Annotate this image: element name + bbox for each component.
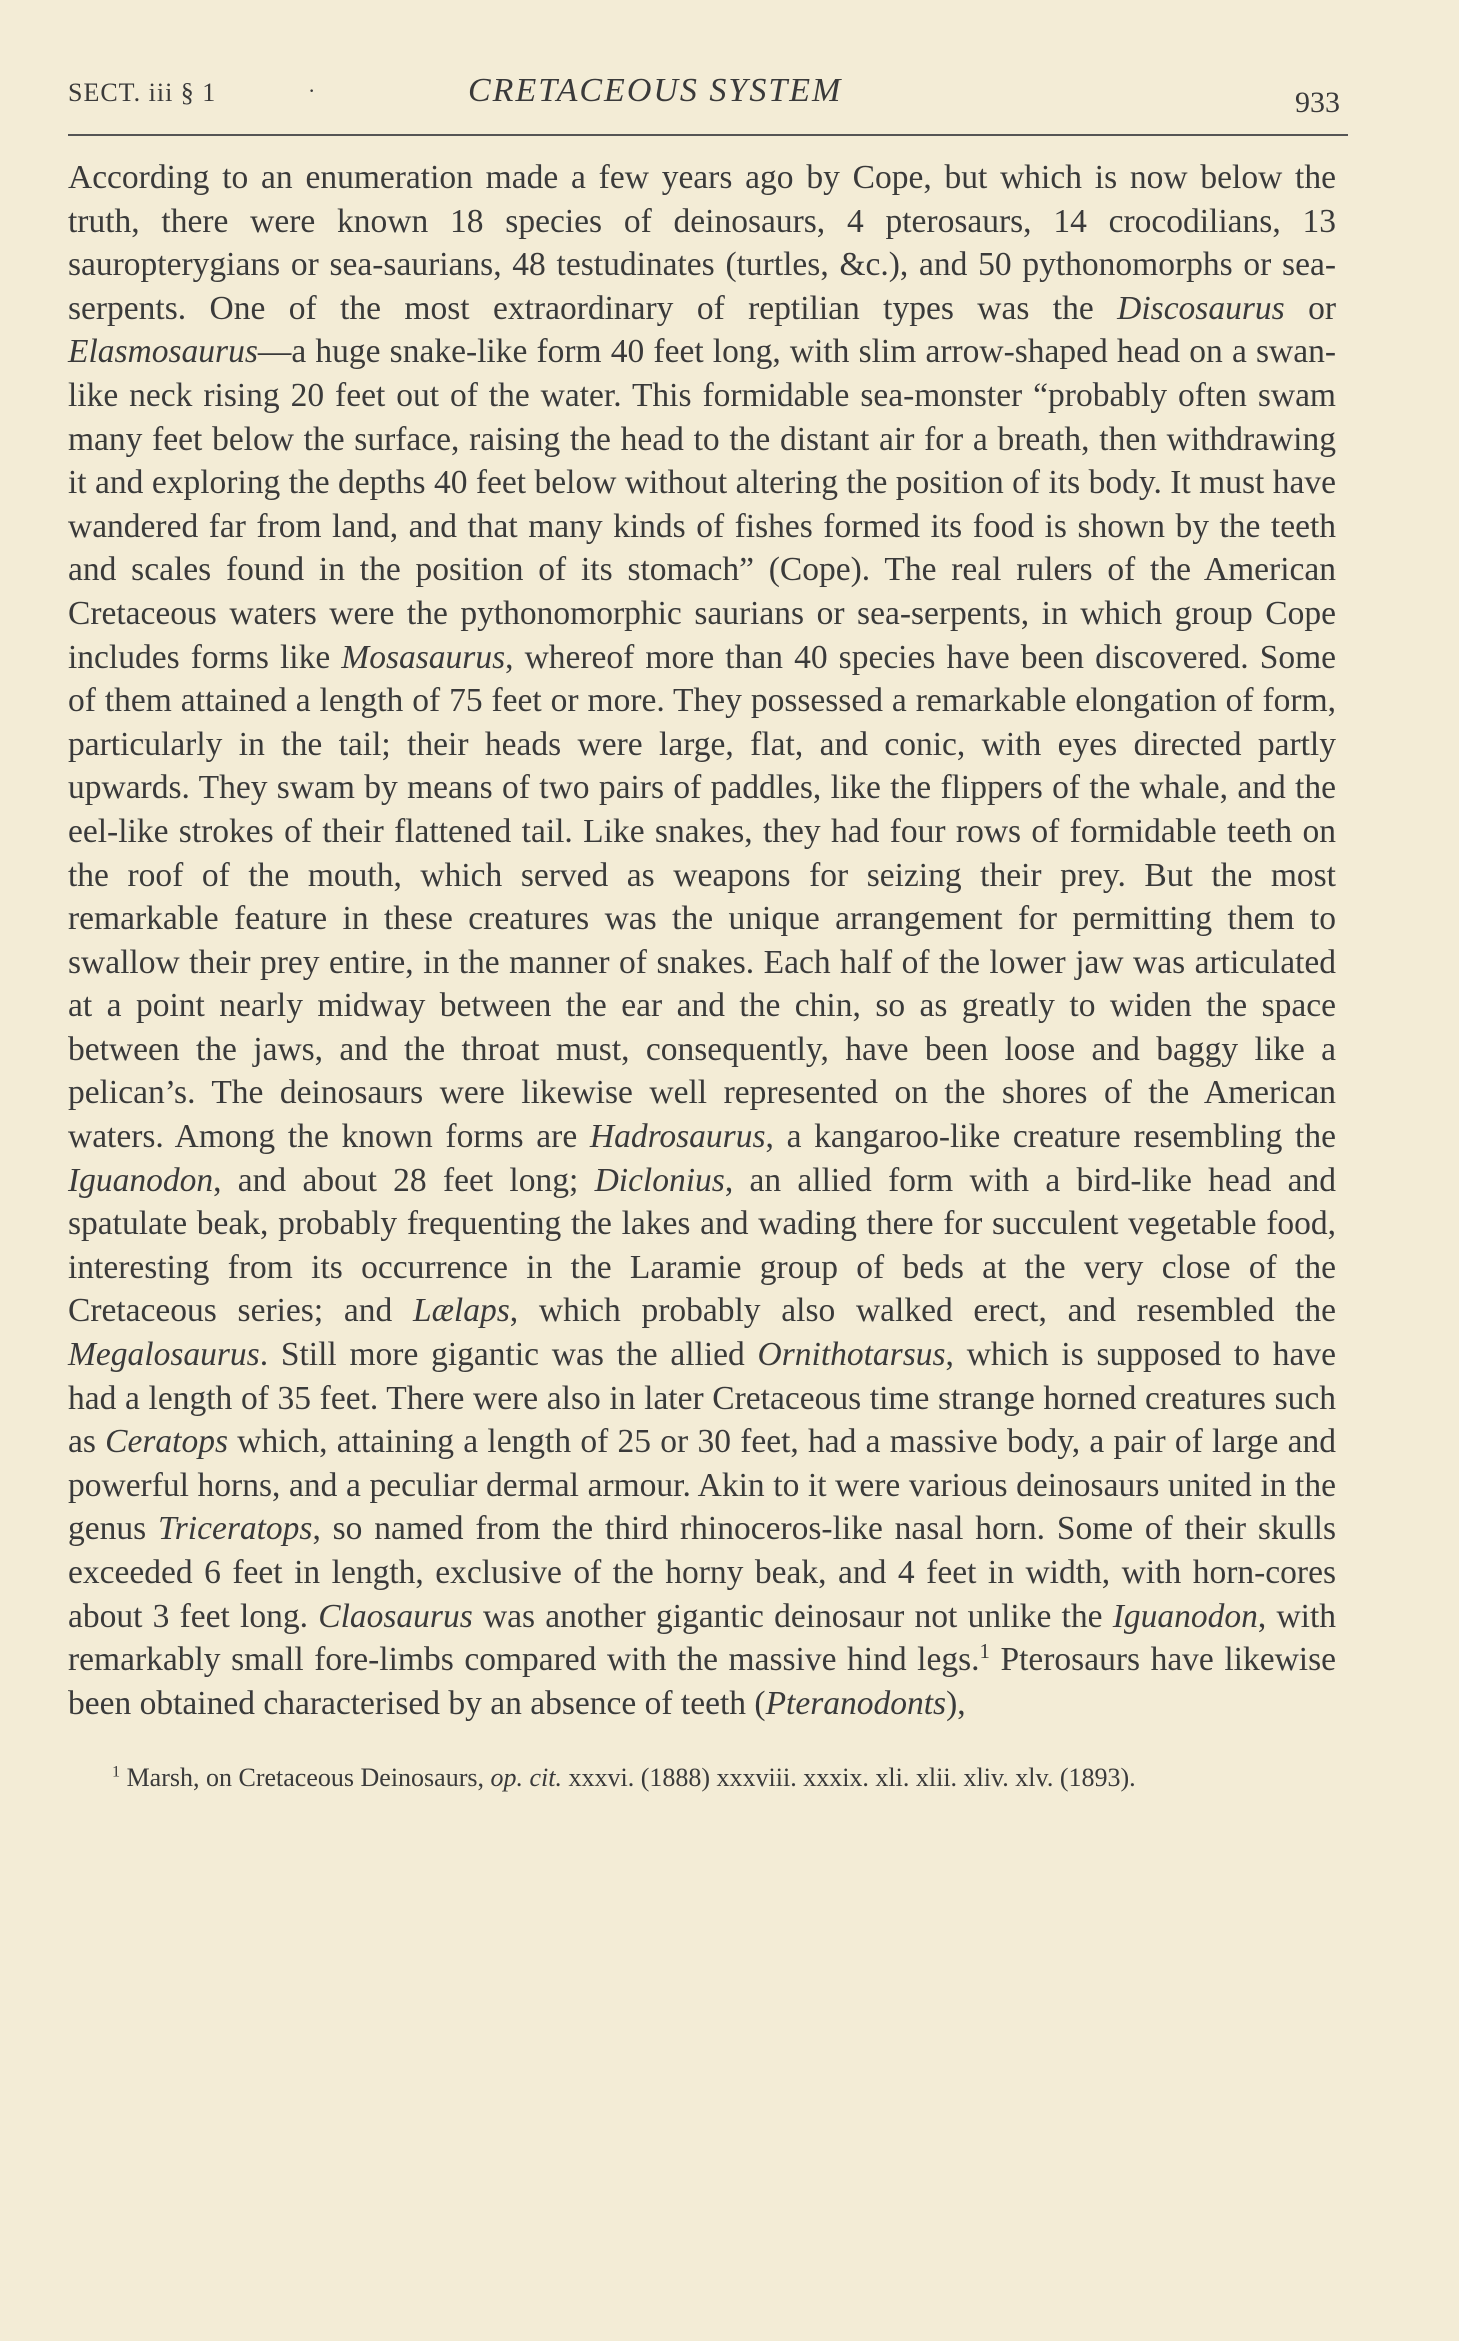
taxon-diclonius: Diclonius [594,1161,725,1199]
taxon-pteranodonts: Pteranodonts [765,1684,947,1722]
taxon-ceratops: Ceratops [105,1423,229,1461]
page-number: 933 [1295,86,1340,119]
footnote-marker: 1 [112,1763,121,1781]
taxon-ornithotarsus: Ornithotarsus [757,1336,946,1374]
taxon-iguanodon: Iguanodon [68,1161,214,1199]
taxon-megalosaurus: Megalosaurus [68,1336,260,1374]
running-head [68,60,1340,122]
taxon-claosaurus: Claosaurus [318,1597,473,1635]
taxon-discosaurus: Discosaurus [1117,289,1285,327]
running-head-dot: · [308,78,316,103]
taxon-hadrosaurus: Hadrosaurus [589,1118,766,1156]
chapter-title: CRETACEOUS SYSTEM [468,72,843,109]
taxon-triceratops: Triceratops [157,1510,313,1548]
taxon-elasmosaurus: Elasmosaurus [68,333,258,371]
body-paragraph: According to an enumeration made a few years ago by Cope, but which is now below the truth, there were known 18 species of deinosaurs, 4 pterosaurs, 14 crocodilians, 13 sauropterygians or sea-saurians, 48 testudinates (turtles, &c.), and 50 pythonomorphs or sea-serpents. One of the most extraordinary of reptilian types was the Discosaurus or Elasmosaurus—a huge snake-like form 40 feet long, with slim arrow-shaped head on a swan-like neck rising 20 feet out of the water. This formidable sea-monster “probably often swam many feet below the surface, raising the head to the distant air for a breath, then withdrawing it and exploring the depths 40 feet below without altering the position of its body. It must have wandered far from land, and that many kinds of fishes formed its food is shown by the teeth and scales found in the position of its stomach” (Cope). The real rulers of the American Cretaceous waters were the pythonomorphic saurians or sea-serpents, in which group Cope includes forms like Mosasaurus, whereof more than 40 species have been discovered. Some of them attained a length of 75 feet or more. They possessed a remarkable elongation of form, particularly in the tail; their heads were large, flat, and conic, with eyes directed partly upwards. They swam by means of two pairs of paddles, like the flippers of the whale, and the eel-like strokes of their flattened tail. Like snakes, they had four rows of formidable teeth on the roof of the mouth, which served as weapons for seizing their prey. But the most remarkable feature in these creatures was the unique arrangement for permitting them to swallow their prey entire, in the manner of snakes. Each half of the lower jaw was articulated at a point nearly midway between the ear and the chin, so as greatly to widen the space between the jaws, and the throat must, consequently, have been loose and baggy like a pelican’s. The deinosaurs were likewise well represented on the shores of the American waters. Among the known forms are Hadrosaurus, a kangaroo-like creature resembling the Iguanodon, and about 28 feet long; Diclonius, an allied form with a bird-like head and spatulate beak, probably frequenting the lakes and wading there for succulent vegetable food, interesting from its occurrence in the Laramie group of beds at the very close of the Cretaceous series; and Lælaps, which probably also walked erect, and resembled the Megalosaurus. Still more gigantic was the allied Ornithotarsus, which is supposed to have had a length of 35 feet. There were also in later Cretaceous time strange horned creatures such as Ceratops which, attaining a length of 25 or 30 feet, had a massive body, a pair of large and powerful horns, and a peculiar dermal armour. Akin to it were various deinosaurs united in the genus Triceratops, so named from the third rhinoceros-like nasal horn. Some of their skulls exceeded 6 feet in length, exclusive of the horny beak, and 4 feet in width, with horn-cores about 3 feet long. Claosaurus was another gigantic deinosaur not unlike the Iguanodon, with remarkably small fore-limbs compared with the massive hind legs.$^1$ Pterosaurs have likewise been obtained characterised by an absence of teeth (Pteranodonts), [68,159,1337,1722]
footnote: $^1$ Marsh, on Cretaceous Deinosaurs, op. cit. xxxvi. (1888) xxxviii. xxxix. xli. xlii. xliv. xlv. (1893). [112,1762,1136,1792]
footnote-reference: 1 [979,1640,990,1664]
taxon-mosasaurus: Mosasaurus [341,638,506,676]
header-rule [68,134,1348,136]
book-page [68,60,1340,1823]
taxon-laelaps: Lælaps [412,1292,510,1330]
taxon-iguanodon-2: Iguanodon [1112,1597,1258,1635]
section-reference: SECT. iii § 1 [68,78,217,107]
